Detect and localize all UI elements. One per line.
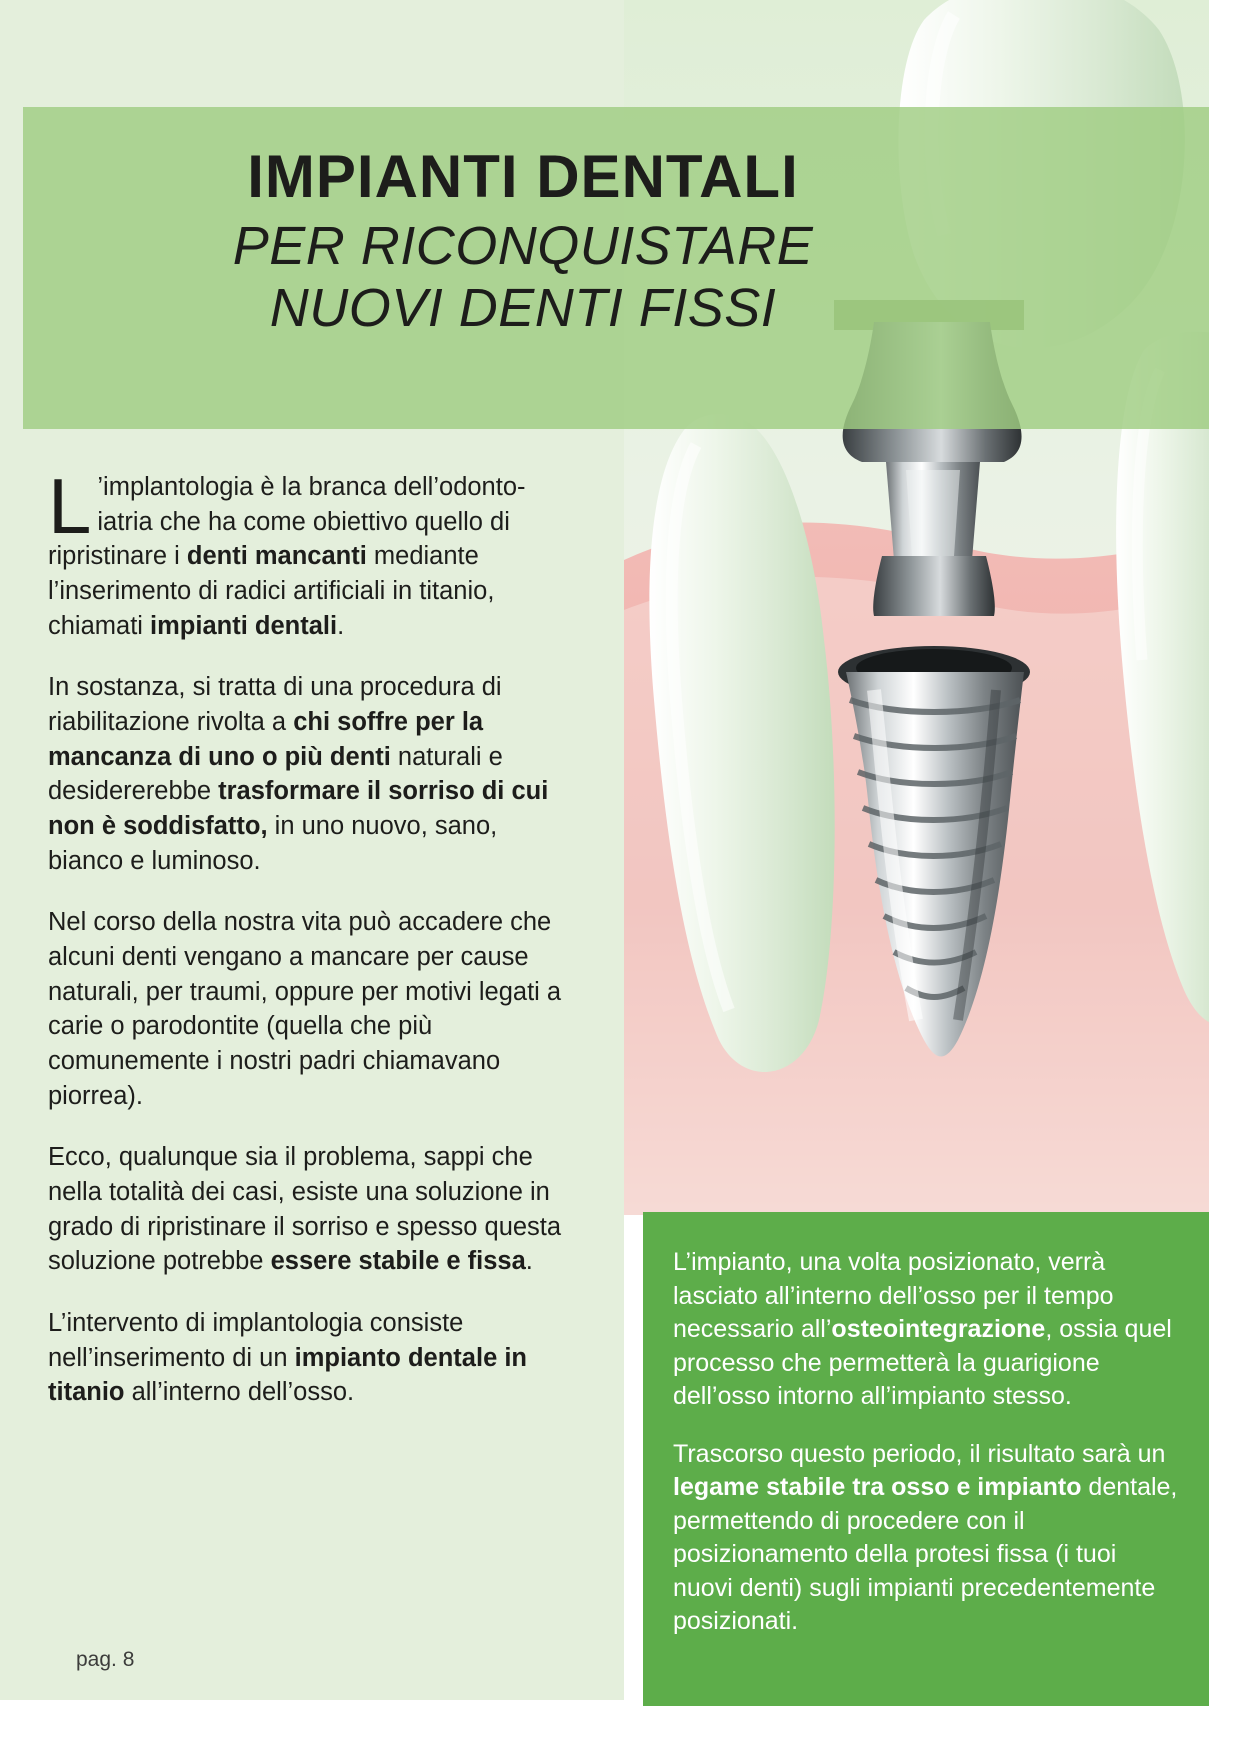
p1-bold-2: impianti dentali [150, 611, 338, 640]
page-subtitle-line1: PER RICONQUISTARE [232, 216, 814, 276]
c2-bold: legame stabile tra osso e impianto [673, 1473, 1082, 1501]
p2-text-b: naturali e desidererebbe [48, 742, 503, 806]
p1-bold-1: denti mancanti [186, 542, 367, 571]
p2-bold-1: chi soffre per la mancanza di uno o più denti [48, 708, 484, 771]
c1-text-a: L’impianto, una volta posizionato, verrà lasciato all’interno dell’osso per il tempo necessario all’ [673, 1248, 1114, 1343]
right-margin [1209, 0, 1241, 1755]
c1-bold: osteointegrazione [831, 1315, 1046, 1343]
callout-text-block [643, 1212, 1209, 1673]
p5-text-b: all’interno dell’osso. [124, 1378, 355, 1407]
c1-text-b: , ossia quel processo che permetterà la guarigione dell’osso intorno all’impianto stesso. [673, 1315, 1172, 1410]
p4-text-b: . [525, 1247, 533, 1276]
page-title-banner [23, 107, 1240, 429]
callout-paragraph-2 [673, 1438, 1179, 1639]
paragraph-5 [48, 1306, 578, 1410]
p1-text-a: ’implantologia è la branca dell’odonto-iatria che ha come obiettivo quello di ripristinare i [48, 473, 526, 571]
callout-box [643, 1212, 1209, 1706]
p1-text-b: mediante l’inserimento di radici artificiali in titanio, chiamati [48, 542, 495, 640]
page-number: pag. 8 [76, 1648, 135, 1671]
paragraph-1 [48, 462, 578, 643]
p4-text-a: Ecco, qualunque sia il problema, sappi che nella totalità dei casi, esiste una soluzione in grado di ripristinare il sorriso e spesso questa soluzione potrebbe [48, 1143, 562, 1276]
bottom-margin [0, 1706, 1241, 1755]
article-body [48, 462, 578, 1437]
p5-bold: impianto dentale in titanio [48, 1343, 527, 1407]
p2-text-a: In sostanza, si tratta di una procedura di riabilitazione rivolta a [48, 673, 502, 737]
c2-text-b: dentale, permettendo di procedere con il posizionamento della protesi fissa (i tuoi nuovi denti) sugli impianti precedentemente posizionati. [673, 1473, 1178, 1635]
page-title: IMPIANTI DENTALI [247, 143, 799, 210]
banner-text-block [23, 107, 1023, 429]
paragraph-4 [48, 1140, 578, 1279]
p5-text-a: L’intervento di implantologia consiste nell’inserimento di un [48, 1309, 464, 1372]
paragraph-3: Nel corso della nostra vita può accadere che alcuni denti vengano a mancare per cause naturali, per traumi, oppure per motivi legati a carie o parodontite (quella che più comunemente i nostri padri chiamavano piorrea). [48, 908, 562, 1110]
page-subtitle-line2: NUOVI DENTI FISSI [269, 278, 777, 339]
drop-cap: L [48, 462, 92, 550]
c2-text-a: Trascorso questo periodo, il risultato sarà un [673, 1439, 1166, 1468]
p1-text-c: . [337, 611, 345, 640]
p4-bold: essere stabile e fissa [270, 1247, 526, 1276]
paragraph-2 [48, 670, 578, 878]
p2-text-c: in uno nuovo, sano, bianco e luminoso. [48, 812, 498, 875]
callout-paragraph-1 [673, 1246, 1179, 1414]
p2-bold-2: trasformare il sorriso di cui non è soddisfatto, [48, 777, 549, 841]
